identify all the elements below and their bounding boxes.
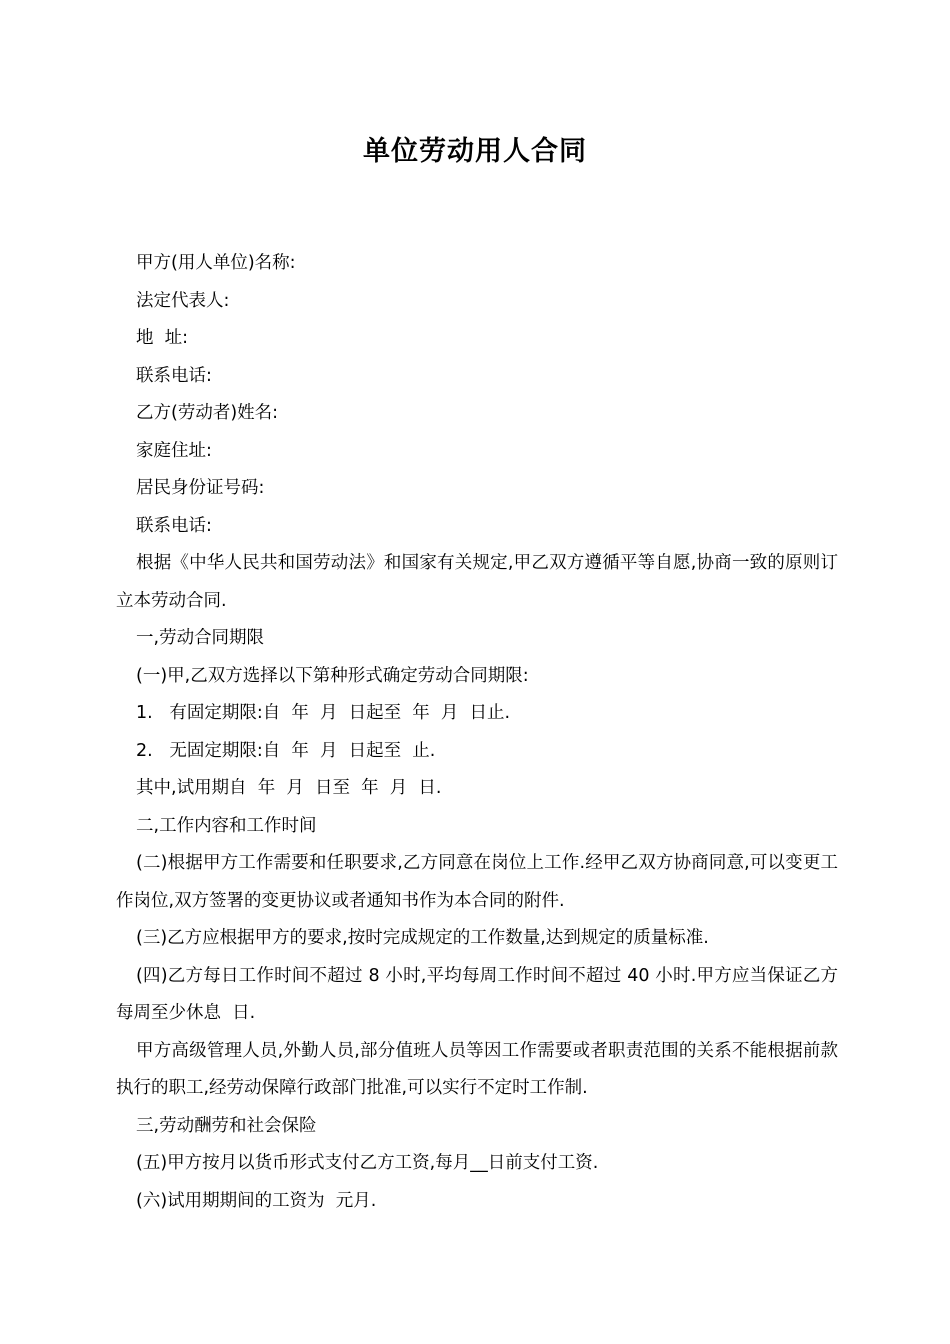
list-item-fixed-term: 1. 有固定期限:自 年 月 日起至 年 月 日止. — [136, 703, 511, 723]
paragraph-party-b-name: 乙方(劳动者)姓名: — [136, 403, 279, 423]
paragraph-party-b-phone: 联系电话: — [136, 515, 212, 536]
section-heading-remuneration: 三,劳动酬劳和社会保险 — [136, 1115, 317, 1136]
list-item-open-term: 2. 无固定期限:自 年 月 日起至 止. — [136, 740, 436, 761]
paragraph-flexible-hours: 甲方高级管理人员,外勤人员,部分值班人员等因工作需要或者职责范围的关系不能根据前款执行的职工,经劳动保障行政部门批准,可以实行不定时工作制. — [116, 1040, 838, 1098]
paragraph-party-a-name: 甲方(用人单位)名称: — [136, 253, 296, 273]
clause-5: (五)甲方按月以货币形式支付乙方工资,每月__日前支付工资. — [136, 1153, 599, 1173]
clause-2: (二)根据甲方工作需要和任职要求,乙方同意在岗位上工作.经甲乙双方协商同意,可以变更工作岗位,双方签署的变更协议或者通知书作为本合同的附件. — [116, 853, 838, 911]
clause-4: (四)乙方每日工作时间不超过 8 小时,平均每周工作时间不超过 40 小时.甲方应当保证乙方每周至少休息 日. — [116, 965, 838, 1023]
paragraph-party-a-phone: 联系电话: — [136, 365, 212, 386]
document-body — [116, 245, 838, 1220]
section-heading-contract-term: 一,劳动合同期限 — [136, 628, 265, 648]
clause-1: (一)甲,乙双方选择以下第种形式确定劳动合同期限: — [136, 665, 529, 686]
document-title: 单位劳动用人合同 — [363, 136, 587, 167]
clause-6: (六)试用期期间的工资为 元月. — [136, 1190, 377, 1211]
paragraph-preamble: 根据《中华人民共和国劳动法》和国家有关规定,甲乙双方遵循平等自愿,协商一致的原则订立本劳动合同. — [116, 553, 838, 611]
paragraph-address: 地 址: — [136, 328, 189, 348]
section-heading-work-content: 二,工作内容和工作时间 — [136, 815, 317, 836]
paragraph-probation: 其中,试用期自 年 月 日至 年 月 日. — [136, 778, 442, 798]
clause-3: (三)乙方应根据甲方的要求,按时完成规定的工作数量,达到规定的质量标准. — [136, 928, 709, 948]
paragraph-home-address: 家庭住址: — [136, 440, 212, 461]
paragraph-legal-representative: 法定代表人: — [136, 290, 230, 311]
paragraph-id-number: 居民身份证号码: — [136, 478, 265, 498]
